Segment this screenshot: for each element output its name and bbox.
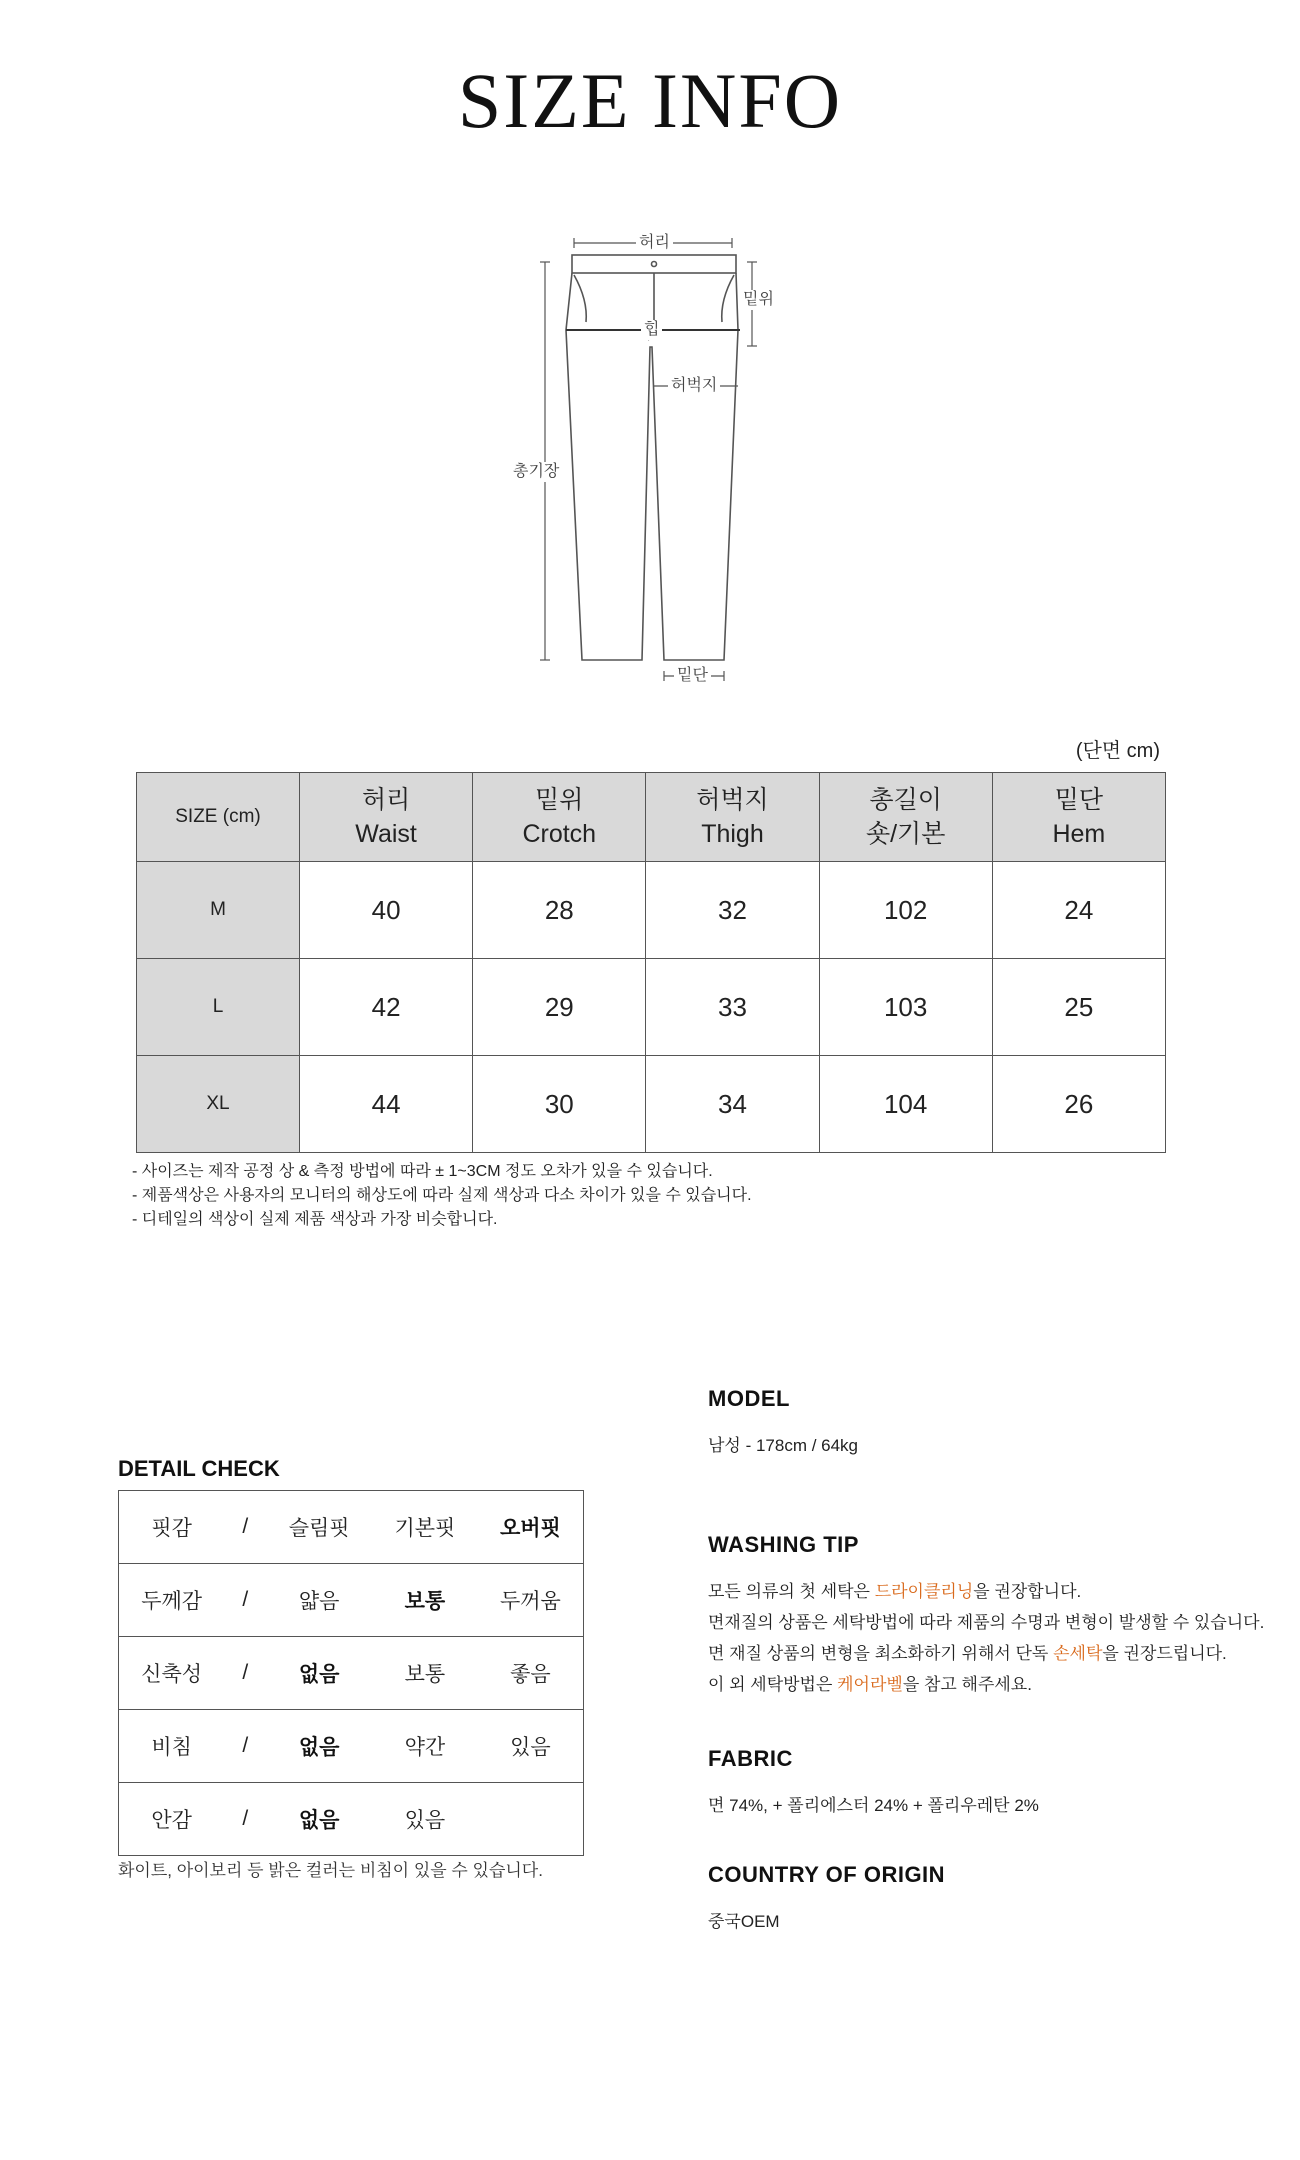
model-heading: MODEL (708, 1386, 790, 1411)
detail-option-selected: 없음 (266, 1637, 372, 1710)
col-label-ko: 허리 (361, 786, 411, 814)
detail-label: 비침 (119, 1710, 225, 1783)
washing-line: 면재질의 상품은 세탁방법에 따라 제품의 수명과 변형이 발생할 수 있습니다. (708, 1613, 1265, 1632)
pants-outline-drawing (0, 0, 1300, 720)
col-label-en: 숏/기본 (865, 820, 946, 848)
table-row (137, 1056, 1166, 1153)
size-cell: 103 (819, 959, 992, 1056)
diagram-label-waist: 허리 (636, 233, 673, 253)
washing-line (708, 1576, 1264, 1607)
size-label: XL (137, 1056, 300, 1153)
size-cell: 25 (992, 959, 1165, 1056)
detail-check-table (118, 1490, 584, 1856)
size-col-thigh (646, 773, 819, 862)
table-row (137, 862, 1166, 959)
note-line: - 제품색상은 사용자의 모니터의 해상도에 따라 실제 색상과 다소 차이가 있을 수 있습니다. (132, 1187, 752, 1204)
diagram-label-hem: 밑단 (674, 666, 711, 686)
detail-option: 좋음 (478, 1637, 584, 1710)
detail-option: 슬림핏 (266, 1491, 372, 1564)
detail-row-fit (119, 1491, 584, 1564)
size-col-hem (992, 773, 1165, 862)
size-col-crotch (473, 773, 646, 862)
washing-line-text: 을 권장합니다. (973, 1582, 1082, 1601)
detail-option-selected: 없음 (266, 1710, 372, 1783)
size-cell: 33 (646, 959, 819, 1056)
detail-option: 있음 (478, 1710, 584, 1783)
detail-option: 보통 (372, 1637, 478, 1710)
detail-row-sheerness (119, 1710, 584, 1783)
washing-line-text: 을 권장드립니다. (1102, 1644, 1227, 1663)
detail-label: 두께감 (119, 1564, 225, 1637)
size-cell: 40 (300, 862, 473, 959)
washing-line-text: 을 참고 해주세요. (902, 1675, 1032, 1694)
washing-highlight: 케어라벨 (837, 1675, 903, 1694)
washing-line-text: 면 재질 상품의 변형을 최소화하기 위해서 단독 (708, 1644, 1054, 1663)
detail-label: 신축성 (119, 1637, 225, 1710)
table-row (137, 959, 1166, 1056)
detail-separator: / (224, 1564, 266, 1637)
size-table-corner: SIZE (cm) (137, 773, 300, 862)
note-line: - 사이즈는 제작 공정 상 & 측정 방법에 따라 ± 1~3CM 정도 오차가 있을 수 있습니다. (132, 1163, 713, 1180)
col-label-ko: 총길이 (869, 786, 942, 814)
detail-row-stretch (119, 1637, 584, 1710)
size-label: L (137, 959, 300, 1056)
detail-check-note: 화이트, 아이보리 등 밝은 컬러는 비침이 있을 수 있습니다. (118, 1861, 543, 1880)
size-cell: 32 (646, 862, 819, 959)
size-col-length (819, 773, 992, 862)
detail-label: 안감 (119, 1783, 225, 1856)
col-label-ko: 밑위 (535, 786, 584, 814)
diagram-label-length: 총기장 (510, 462, 562, 482)
detail-option-selected: 오버핏 (478, 1491, 584, 1564)
detail-label: 핏감 (119, 1491, 225, 1564)
note-line: - 디테일의 색상이 실제 제품 색상과 가장 비슷합니다. (132, 1211, 498, 1228)
detail-option: 얇음 (266, 1564, 372, 1637)
col-label-ko: 허벅지 (696, 786, 769, 814)
washing-text (708, 1576, 1264, 1700)
detail-separator: / (224, 1491, 266, 1564)
col-label-en: Hem (1052, 820, 1106, 848)
fabric-heading: FABRIC (708, 1746, 793, 1771)
diagram-label-rise: 밑위 (740, 290, 777, 310)
detail-option: 약간 (372, 1710, 478, 1783)
unit-note: (단면 cm) (1075, 740, 1160, 762)
size-cell: 34 (646, 1056, 819, 1153)
col-label-en: Crotch (522, 820, 597, 848)
size-cell: 104 (819, 1056, 992, 1153)
diagram-label-hip: 힙 (641, 320, 662, 340)
washing-line (708, 1638, 1264, 1669)
col-label-ko: 밑단 (1054, 786, 1104, 814)
detail-separator: / (224, 1710, 266, 1783)
col-label-en: Waist (355, 820, 417, 848)
detail-option (478, 1783, 584, 1856)
size-col-waist (300, 773, 473, 862)
washing-heading: WASHING TIP (708, 1532, 859, 1557)
model-text: 남성 - 178cm / 64kg (708, 1436, 859, 1455)
detail-option: 두꺼움 (478, 1564, 584, 1637)
detail-option-selected: 보통 (372, 1564, 478, 1637)
washing-line (708, 1669, 1264, 1700)
detail-option: 있음 (372, 1783, 478, 1856)
size-cell: 26 (992, 1056, 1165, 1153)
detail-option-selected: 없음 (266, 1783, 372, 1856)
size-notes (132, 1160, 752, 1232)
washing-line-text: 모든 의류의 첫 세탁은 (708, 1582, 875, 1601)
detail-row-lining (119, 1783, 584, 1856)
fabric-text: 면 74%, + 폴리에스터 24% + 폴리우레탄 2% (708, 1796, 1039, 1815)
col-label-en: Thigh (701, 820, 764, 848)
size-cell: 28 (473, 862, 646, 959)
origin-heading: COUNTRY OF ORIGIN (708, 1862, 946, 1887)
origin-text: 중국OEM (708, 1912, 780, 1931)
size-cell: 42 (300, 959, 473, 1056)
size-cell: 30 (473, 1056, 646, 1153)
washing-line-text: 이 외 세탁방법은 (708, 1675, 838, 1694)
size-table (136, 772, 1166, 1153)
size-label: M (137, 862, 300, 959)
detail-separator: / (224, 1637, 266, 1710)
pants-diagram (0, 0, 1300, 720)
size-cell: 102 (819, 862, 992, 959)
size-cell: 44 (300, 1056, 473, 1153)
detail-separator: / (224, 1783, 266, 1856)
size-table-header (137, 773, 1166, 862)
size-cell: 29 (473, 959, 646, 1056)
washing-highlight: 손세탁 (1053, 1644, 1103, 1663)
detail-row-thickness (119, 1564, 584, 1637)
washing-highlight: 드라이클리닝 (874, 1582, 974, 1601)
diagram-label-thigh: 허벅지 (668, 376, 720, 396)
detail-check-heading: DETAIL CHECK (118, 1456, 280, 1481)
page-title: SIZE INFO (457, 57, 843, 144)
detail-option: 기본핏 (372, 1491, 478, 1564)
size-cell: 24 (992, 862, 1165, 959)
